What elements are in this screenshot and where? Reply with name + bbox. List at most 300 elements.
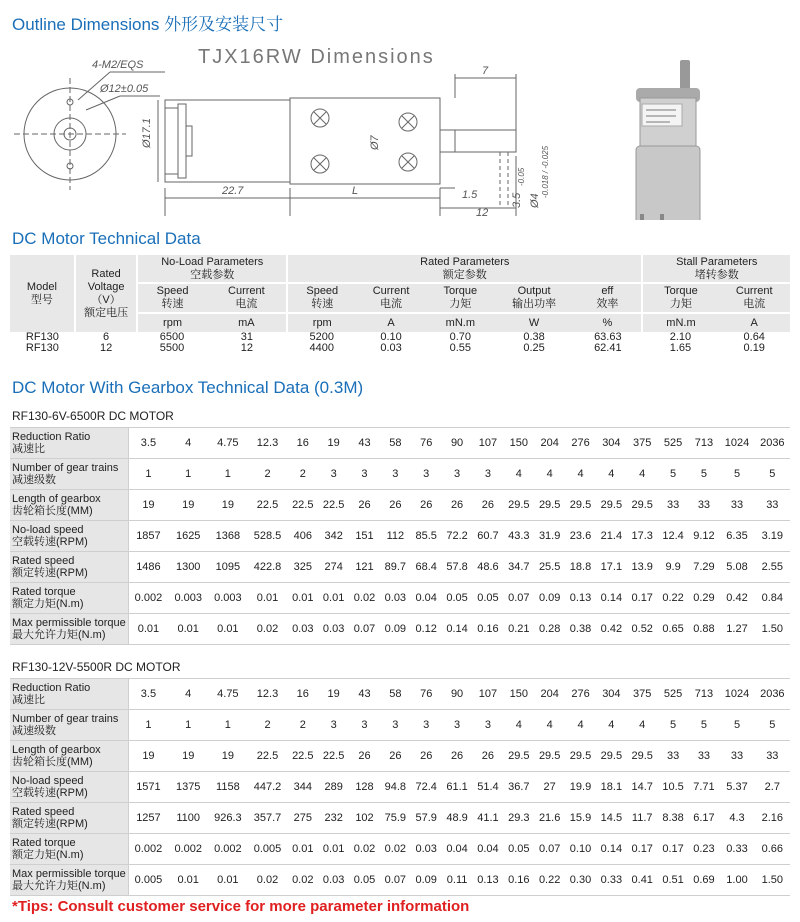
table-cell: RF130: [25, 342, 59, 354]
table-cell: 0.42: [596, 614, 627, 645]
table-cell: 0.55: [449, 342, 472, 354]
gear-table-12v: [10, 678, 790, 896]
table-cell: 2: [248, 459, 288, 490]
table-cell: 1: [128, 710, 168, 741]
table-cell: 5: [719, 459, 754, 490]
table-cell: 325: [287, 552, 318, 583]
table-cell: 19: [318, 679, 349, 710]
table-cell: 1: [128, 459, 168, 490]
table-cell: 3.5: [128, 679, 168, 710]
table-cell: 43: [349, 679, 380, 710]
table-cell: 22.5: [248, 741, 288, 772]
dim-35: 3.5: [511, 192, 523, 208]
table-cell: 0.01: [208, 865, 248, 896]
table-cell: 0.22: [534, 865, 565, 896]
row-label: Length of gearbox 齿轮箱长度(MM): [10, 490, 128, 521]
table-cell: 18.1: [596, 772, 627, 803]
table-cell: 102: [349, 803, 380, 834]
table-cell: 1857: [128, 521, 168, 552]
table-cell: 0.25: [523, 342, 545, 354]
table-cell: 14.7: [627, 772, 658, 803]
table-cell: RF130: [25, 331, 59, 343]
table-cell: 26: [442, 741, 473, 772]
table-cell: 16: [287, 428, 318, 459]
table-cell: 0.14: [596, 583, 627, 614]
table-cell: 3: [380, 459, 411, 490]
table-cell: 58: [380, 679, 411, 710]
table-cell: 31: [240, 331, 254, 343]
table-cell: 3.19: [755, 521, 790, 552]
table-cell: 19: [208, 490, 248, 521]
dc-section-title: DC Motor Technical Data: [12, 229, 201, 248]
table-cell: 0.33: [596, 865, 627, 896]
table-cell: 4: [565, 459, 596, 490]
table-cell: 406: [287, 521, 318, 552]
table-cell: 13.9: [627, 552, 658, 583]
table-cell: 5500: [159, 342, 185, 354]
table-cell: 0.02: [248, 865, 288, 896]
table-cell: 0.29: [689, 583, 720, 614]
table-cell: 76: [411, 679, 442, 710]
table-cell: 0.14: [596, 834, 627, 865]
table-cell: 0.01: [128, 614, 168, 645]
col-unit-1: mA: [207, 313, 287, 332]
table-cell: 0.01: [318, 583, 349, 614]
table-cell: 0.04: [411, 583, 442, 614]
table-row: [10, 521, 790, 552]
table-cell: 29.5: [627, 741, 658, 772]
dim-35-tol: -0.05: [517, 167, 526, 186]
dim-mount: 4-M2/EQS: [92, 59, 144, 71]
table-cell: 19: [168, 741, 208, 772]
table-cell: 0.005: [248, 834, 288, 865]
table-cell: 0.66: [755, 834, 790, 865]
dim-4-tol: -0.018 / -0.025: [541, 145, 550, 198]
dim-12: 12: [476, 207, 489, 219]
table-cell: 112: [380, 521, 411, 552]
table-cell: 19.9: [565, 772, 596, 803]
row-label: Number of gear trains 减速级数: [10, 710, 128, 741]
table-cell: 0.05: [473, 583, 504, 614]
table-cell: 4: [565, 710, 596, 741]
table-cell: 0.003: [168, 583, 208, 614]
table-cell: 36.7: [503, 772, 534, 803]
dim-body-dia: Ø17.1: [141, 118, 153, 148]
table-cell: 0.003: [208, 583, 248, 614]
table-cell: 0.10: [380, 331, 402, 343]
table-cell: 2.7: [755, 772, 790, 803]
table-cell: 3: [349, 710, 380, 741]
table-cell: 29.5: [596, 741, 627, 772]
table-cell: 34.7: [503, 552, 534, 583]
table-row: [10, 772, 790, 803]
table-cell: 9.9: [658, 552, 689, 583]
table-cell: 72.4: [411, 772, 442, 803]
table-cell: 6: [103, 331, 110, 343]
table-cell: 4: [627, 710, 658, 741]
table-cell: 0.05: [349, 865, 380, 896]
motor-can: [165, 100, 290, 182]
table-cell: 0.03: [318, 865, 349, 896]
table-cell: 4: [534, 459, 565, 490]
table-cell: 3: [411, 710, 442, 741]
table-cell: 1100: [168, 803, 208, 834]
table-cell: 1.27: [719, 614, 754, 645]
table-cell: 4.75: [208, 428, 248, 459]
table-cell: 0.07: [503, 583, 534, 614]
row-label: No-load speed 空载转速(RPM): [10, 521, 128, 552]
table-cell: 0.09: [411, 865, 442, 896]
table-cell: 0.65: [658, 614, 689, 645]
table-cell: 0.16: [503, 865, 534, 896]
row-label: Reduction Ratio 减速比: [10, 679, 128, 710]
table-cell: 3.5: [128, 428, 168, 459]
table-cell: 304: [596, 428, 627, 459]
table-cell: 1158: [208, 772, 248, 803]
table-cell: 1: [208, 459, 248, 490]
table-cell: 3: [442, 459, 473, 490]
dim-L: L: [352, 185, 359, 197]
table-cell: 0.01: [168, 614, 208, 645]
col-unit-0: rpm: [137, 313, 206, 332]
table-cell: 0.02: [287, 865, 318, 896]
table-row: [10, 428, 790, 459]
table-cell: 0.11: [442, 865, 473, 896]
table-cell: 19: [208, 741, 248, 772]
table-row: [10, 343, 790, 354]
dim-7-top: 7: [482, 65, 489, 77]
table-cell: 128: [349, 772, 380, 803]
dim-227: 22.7: [222, 185, 244, 197]
table-cell: 31.9: [534, 521, 565, 552]
table-cell: 0.01: [248, 583, 288, 614]
table-cell: 0.02: [349, 583, 380, 614]
dim-15: 1.5: [462, 189, 478, 201]
table-cell: 75.9: [380, 803, 411, 834]
table-cell: 357.7: [248, 803, 288, 834]
table-cell: 29.5: [627, 490, 658, 521]
table-cell: 94.8: [380, 772, 411, 803]
table-row: [10, 865, 790, 896]
table-cell: 1: [168, 710, 208, 741]
col-unit-7: mN.m: [642, 313, 718, 332]
table-cell: 17.1: [596, 552, 627, 583]
table-cell: 27: [534, 772, 565, 803]
table-cell: 204: [534, 679, 565, 710]
table-cell: 12: [240, 342, 254, 354]
table-cell: 525: [658, 428, 689, 459]
table-cell: 61.1: [442, 772, 473, 803]
col-header-4: Torque 力矩: [426, 283, 495, 313]
table-cell: 23.6: [565, 521, 596, 552]
table-cell: 4: [596, 710, 627, 741]
row-label: Rated torque 额定力矩(N.m): [10, 834, 128, 865]
table-cell: 0.23: [689, 834, 720, 865]
table-cell: 26: [349, 741, 380, 772]
table-cell: 0.84: [755, 583, 790, 614]
table-cell: 1486: [128, 552, 168, 583]
row-label: Max permissible torque 最大允许力矩(N.m): [10, 614, 128, 645]
table-cell: 63.63: [594, 331, 622, 343]
gear-table-1-title: RF130-6V-6500R DC MOTOR: [12, 409, 174, 423]
table-cell: 33: [755, 490, 790, 521]
table-cell: 0.002: [128, 834, 168, 865]
table-cell: 0.30: [565, 865, 596, 896]
table-cell: 10.5: [658, 772, 689, 803]
table-cell: 76: [411, 428, 442, 459]
table-cell: 447.2: [248, 772, 288, 803]
table-cell: 51.4: [473, 772, 504, 803]
col-unit-6: %: [573, 313, 642, 332]
table-cell: 4: [503, 710, 534, 741]
table-cell: 0.03: [380, 583, 411, 614]
row-label: No-load speed 空载转速(RPM): [10, 772, 128, 803]
table-cell: 4.3: [719, 803, 754, 834]
table-cell: 5: [755, 459, 790, 490]
table-cell: 0.01: [287, 583, 318, 614]
table-row: [10, 552, 790, 583]
table-cell: 275: [287, 803, 318, 834]
dimension-drawing: [0, 38, 800, 220]
table-cell: 4: [534, 710, 565, 741]
table-cell: 2: [287, 710, 318, 741]
table-cell: 204: [534, 428, 565, 459]
table-cell: 3: [473, 459, 504, 490]
table-row: [10, 741, 790, 772]
table-cell: 19: [168, 490, 208, 521]
table-cell: 72.2: [442, 521, 473, 552]
drawing-title: TJX16RW Dimensions: [198, 46, 435, 68]
gearbox-section-title: DC Motor With Gearbox Technical Data (0.3M): [12, 378, 364, 397]
motor-terminal: [186, 126, 192, 156]
table-cell: 342: [318, 521, 349, 552]
table-cell: 7.29: [689, 552, 720, 583]
table-cell: 0.04: [442, 834, 473, 865]
table-cell: 4: [627, 459, 658, 490]
row-label: Max permissible torque 最大允许力矩(N.m): [10, 865, 128, 896]
table-cell: 0.51: [658, 865, 689, 896]
table-cell: 48.6: [473, 552, 504, 583]
col-unit-3: A: [356, 313, 425, 332]
table-cell: 26: [380, 741, 411, 772]
table-cell: 3: [442, 710, 473, 741]
table-cell: 62.41: [594, 342, 622, 354]
table-cell: 6500: [159, 331, 185, 343]
table-cell: 26: [349, 490, 380, 521]
table-cell: 26: [380, 490, 411, 521]
table-cell: 41.1: [473, 803, 504, 834]
table-cell: 12: [99, 342, 113, 354]
table-cell: 5: [658, 459, 689, 490]
row-label: Length of gearbox 齿轮箱长度(MM): [10, 741, 128, 772]
table-cell: 1.65: [669, 342, 692, 354]
table-cell: 0.002: [208, 834, 248, 865]
table-cell: 2036: [755, 679, 790, 710]
table-cell: 3: [349, 459, 380, 490]
table-cell: 3: [318, 459, 349, 490]
table-cell: 11.7: [627, 803, 658, 834]
table-cell: 19: [318, 428, 349, 459]
table-cell: 8.38: [658, 803, 689, 834]
table-cell: 48.9: [442, 803, 473, 834]
table-cell: 0.07: [349, 614, 380, 645]
table-cell: 0.38: [565, 614, 596, 645]
table-cell: 0.33: [719, 834, 754, 865]
table-cell: 0.02: [248, 614, 288, 645]
table-cell: 29.5: [503, 741, 534, 772]
table-cell: 0.42: [719, 583, 754, 614]
table-cell: 1.50: [755, 614, 790, 645]
table-row: [10, 834, 790, 865]
table-cell: 0.07: [380, 865, 411, 896]
table-cell: 12.3: [248, 679, 288, 710]
table-cell: 1300: [168, 552, 208, 583]
table-cell: 4: [168, 679, 208, 710]
col-unit-8: A: [718, 313, 790, 332]
table-cell: 0.13: [473, 865, 504, 896]
table-cell: 5: [719, 710, 754, 741]
table-cell: 0.03: [411, 834, 442, 865]
table-cell: 14.5: [596, 803, 627, 834]
gear-table-2-title: RF130-12V-5500R DC MOTOR: [12, 660, 181, 674]
table-cell: 1368: [208, 521, 248, 552]
table-cell: 1: [168, 459, 208, 490]
table-cell: 60.7: [473, 521, 504, 552]
table-cell: 29.5: [534, 490, 565, 521]
table-cell: 33: [719, 741, 754, 772]
table-cell: 0.28: [534, 614, 565, 645]
table-cell: 3: [473, 710, 504, 741]
table-cell: 0.13: [565, 583, 596, 614]
table-cell: 289: [318, 772, 349, 803]
table-cell: 6.35: [719, 521, 754, 552]
table-cell: 33: [689, 741, 720, 772]
table-cell: 89.7: [380, 552, 411, 583]
table-cell: 3: [380, 710, 411, 741]
table-cell: 1.00: [719, 865, 754, 896]
dim-4: Ø4: [529, 193, 541, 208]
table-cell: 4: [168, 428, 208, 459]
table-cell: 22.5: [287, 741, 318, 772]
output-shaft: [440, 130, 516, 152]
table-cell: 1257: [128, 803, 168, 834]
table-cell: 1625: [168, 521, 208, 552]
col-header-5: Output 输出功率: [495, 283, 573, 313]
table-cell: 0.002: [128, 583, 168, 614]
table-cell: 5: [658, 710, 689, 741]
table-cell: 5: [689, 459, 720, 490]
table-cell: 22.5: [318, 490, 349, 521]
table-cell: 0.01: [287, 834, 318, 865]
table-row: [10, 614, 790, 645]
outline-section-title: Outline Dimensions 外形及安装尺寸: [12, 15, 284, 34]
table-cell: 0.19: [743, 342, 765, 354]
col-voltage: Rated Voltage （V） 额定电压: [75, 255, 138, 332]
table-cell: 43.3: [503, 521, 534, 552]
col-header-0: Speed 转速: [137, 283, 206, 313]
row-label: Reduction Ratio 减速比: [10, 428, 128, 459]
table-cell: 0.03: [380, 342, 402, 354]
row-label: Rated speed 额定转速(RPM): [10, 552, 128, 583]
table-cell: 0.05: [442, 583, 473, 614]
table-cell: 29.5: [565, 490, 596, 521]
table-cell: 17.3: [627, 521, 658, 552]
table-cell: 29.5: [503, 490, 534, 521]
table-cell: 5: [755, 710, 790, 741]
table-cell: 29.5: [534, 741, 565, 772]
table-cell: 22.5: [287, 490, 318, 521]
table-cell: 151: [349, 521, 380, 552]
table-cell: 0.005: [128, 865, 168, 896]
table-cell: 5: [689, 710, 720, 741]
table-cell: 0.70: [449, 331, 472, 343]
table-cell: 107: [473, 428, 504, 459]
table-cell: 121: [349, 552, 380, 583]
table-cell: 0.12: [411, 614, 442, 645]
col-header-6: eff 效率: [573, 283, 642, 313]
table-cell: 33: [658, 741, 689, 772]
col-unit-2: rpm: [287, 313, 356, 332]
col-header-8: Current 电流: [718, 283, 790, 313]
table-cell: 0.69: [689, 865, 720, 896]
gear-table-6v: [10, 427, 790, 645]
motor-photo: [636, 60, 700, 220]
table-cell: 2: [287, 459, 318, 490]
table-cell: 0.09: [380, 614, 411, 645]
table-cell: 0.10: [565, 834, 596, 865]
table-cell: 2036: [755, 428, 790, 459]
table-cell: 1571: [128, 772, 168, 803]
table-cell: 33: [755, 741, 790, 772]
table-row: [10, 490, 790, 521]
table-cell: 0.01: [318, 834, 349, 865]
table-cell: 150: [503, 679, 534, 710]
table-cell: 0.01: [168, 865, 208, 896]
table-cell: 0.002: [168, 834, 208, 865]
table-cell: 57.9: [411, 803, 442, 834]
table-cell: 22.5: [318, 741, 349, 772]
table-cell: 19: [128, 741, 168, 772]
table-cell: 4.75: [208, 679, 248, 710]
table-cell: 1024: [719, 679, 754, 710]
group-rated: Rated Parameters 额定参数: [287, 255, 642, 283]
table-cell: 7.71: [689, 772, 720, 803]
table-cell: 422.8: [248, 552, 288, 583]
table-cell: 3: [318, 710, 349, 741]
table-cell: 26: [473, 741, 504, 772]
col-header-7: Torque 力矩: [642, 283, 718, 313]
table-cell: 15.9: [565, 803, 596, 834]
table-cell: 2.55: [755, 552, 790, 583]
table-cell: 0.04: [473, 834, 504, 865]
table-cell: 304: [596, 679, 627, 710]
table-cell: 375: [627, 428, 658, 459]
outline-drawing: [0, 38, 800, 220]
col-unit-5: W: [495, 313, 573, 332]
table-cell: 375: [627, 679, 658, 710]
table-cell: 9.12: [689, 521, 720, 552]
table-cell: 26: [473, 490, 504, 521]
table-cell: 274: [318, 552, 349, 583]
table-cell: 0.64: [743, 331, 765, 343]
table-cell: 5200: [309, 331, 334, 343]
table-cell: 713: [689, 679, 720, 710]
table-cell: 2: [248, 710, 288, 741]
table-cell: 0.03: [318, 614, 349, 645]
table-cell: 16: [287, 679, 318, 710]
table-cell: 0.88: [689, 614, 720, 645]
table-cell: 33: [658, 490, 689, 521]
